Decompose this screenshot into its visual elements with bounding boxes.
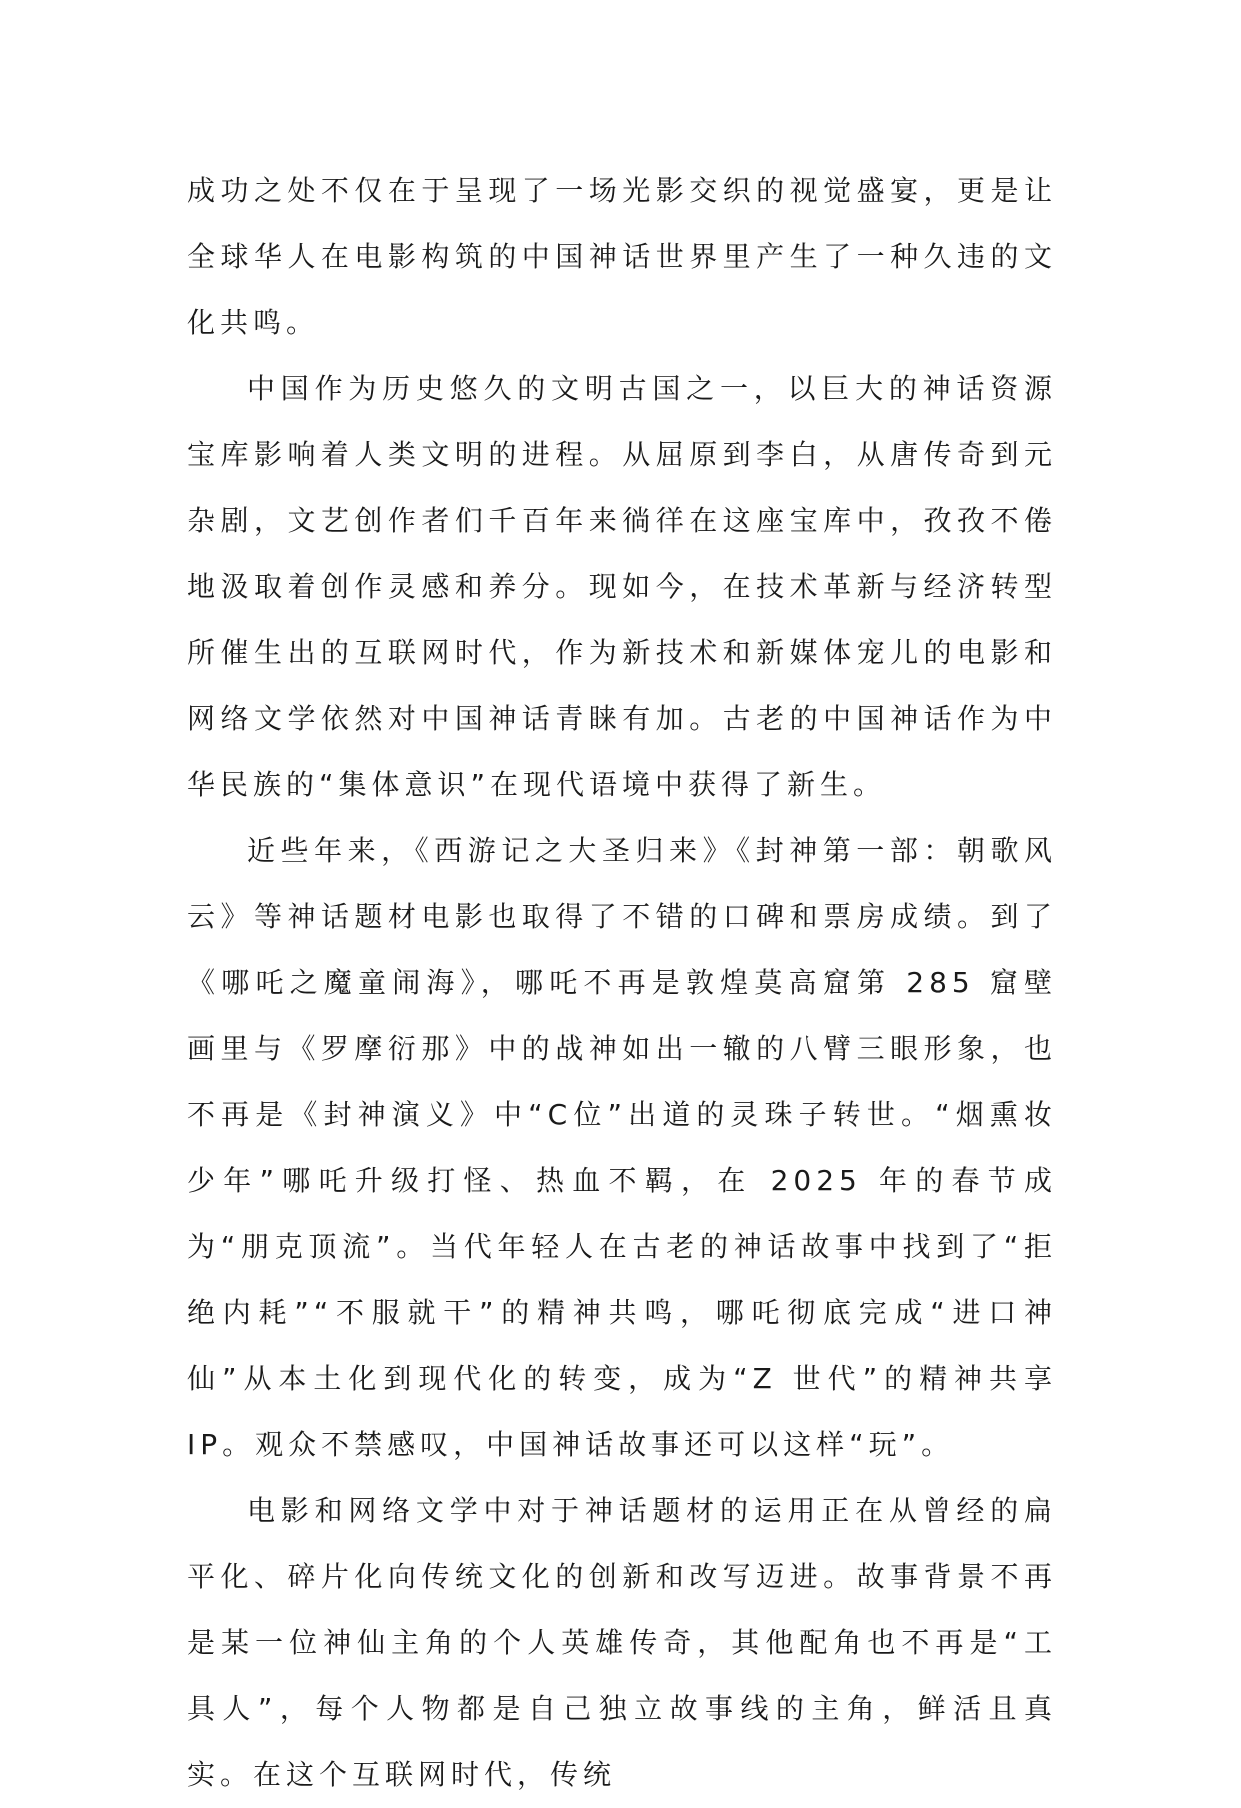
- paragraph-4: 电影和网络文学中对于神话题材的运用正在从曾经的扁平化、碎片化向传统文化的创新和改写迈进。故事背景不再是某一位神仙主角的个人英雄传奇，其他配角也不再是“工具人”，每个人物都是自己独立故事线的主角，鲜活且真实。在这个互联网时代，传统: [187, 1494, 1057, 1791]
- paragraph-1: 成功之处不仅在于呈现了一场光影交织的视觉盛宴，更是让全球华人在电影构筑的中国神话世界里产生了一种久违的文化共鸣。: [187, 174, 1057, 339]
- article-body: [187, 158, 1057, 1808]
- paragraph-3: 近些年来，《西游记之大圣归来》《封神第一部：朝歌风云》等神话题材电影也取得了不错的口碑和票房成绩。到了《哪吒之魔童闹海》，哪吒不再是敦煌莫高窟第 285 窟壁画里与《罗摩衍那》中的战神如出一辙的八臂三眼形象，也不再是《封神演义》中“C位”出道的灵珠子转世。“烟熏妆少年”哪吒升级打怪、热血不羁，在 2025 年的春节成为“朋克顶流”。当代年轻人在古老的神话故事中找到了“拒绝内耗”“不服就干”的精神共鸣，哪吒彻底完成“进口神仙”从本土化到现代化的转变，成为“Z 世代”的精神共享 IP。观众不禁感叹，中国神话故事还可以这样“玩”。: [187, 834, 1057, 1461]
- paragraph-2: 中国作为历史悠久的文明古国之一，以巨大的神话资源宝库影响着人类文明的进程。从屈原到李白，从唐传奇到元杂剧，文艺创作者们千百年来徜徉在这座宝库中，孜孜不倦地汲取着创作灵感和养分。现如今，在技术革新与经济转型所催生出的互联网时代，作为新技术和新媒体宠儿的电影和网络文学依然对中国神话青睐有加。古老的中国神话作为中华民族的“集体意识”在现代语境中获得了新生。: [187, 372, 1057, 801]
